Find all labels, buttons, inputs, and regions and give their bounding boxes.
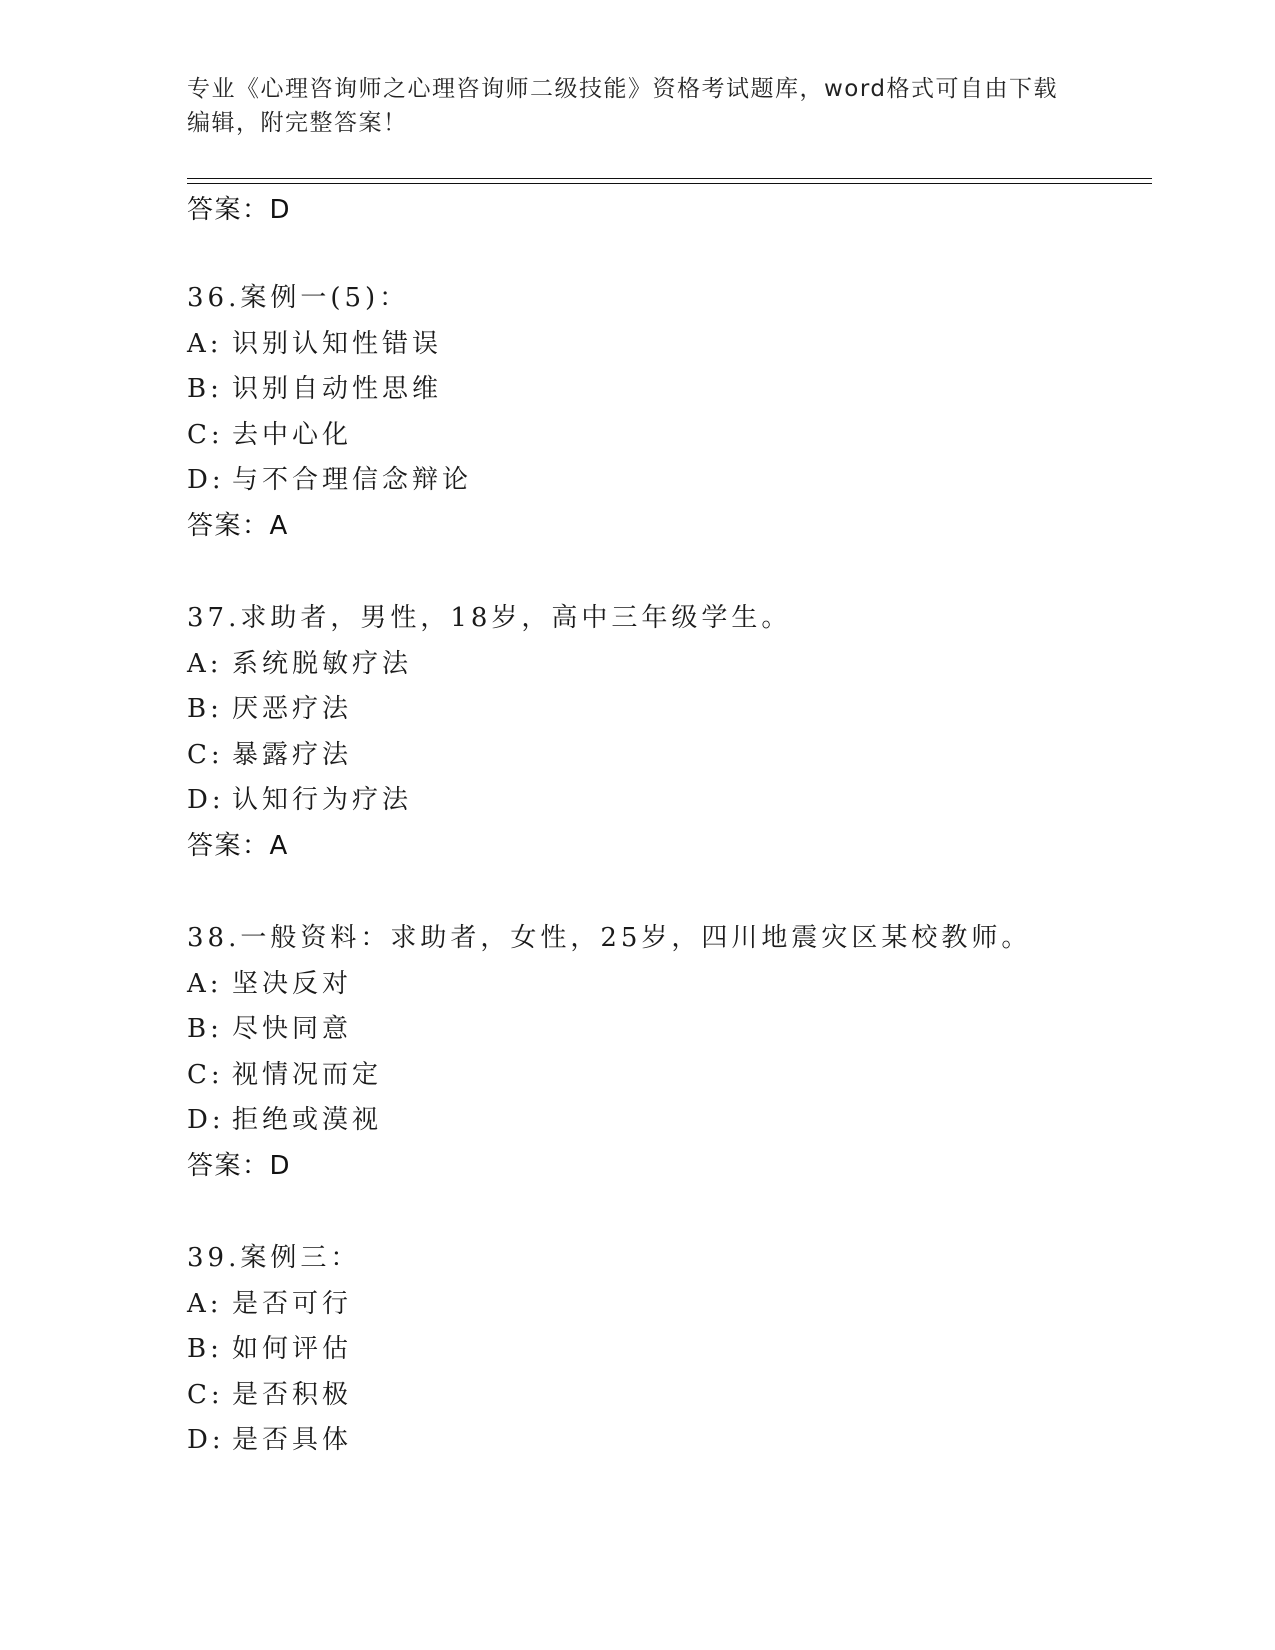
option-a	[187, 1282, 1147, 1328]
option-a	[187, 322, 1147, 368]
question-38	[187, 916, 1147, 1189]
option-text: 视情况而定	[232, 1059, 383, 1090]
question-37	[187, 596, 1147, 869]
option-key: C:	[187, 739, 224, 770]
option-a	[187, 642, 1147, 688]
option-d	[187, 1418, 1147, 1464]
option-b	[187, 367, 1147, 413]
option-key: D:	[187, 785, 225, 815]
option-key: B:	[187, 1014, 223, 1044]
option-key: B:	[187, 694, 223, 724]
option-key: D:	[187, 1105, 225, 1135]
option-c	[187, 1053, 1147, 1099]
option-text: 是否可行	[232, 1288, 353, 1319]
option-key: D:	[187, 465, 225, 495]
option-key: C:	[187, 1059, 224, 1090]
option-key: C:	[187, 1379, 224, 1410]
question-stem: 39.案例三：	[187, 1243, 361, 1273]
option-key: B:	[187, 374, 223, 404]
header-divider-top	[187, 178, 1152, 179]
document-header	[187, 72, 1087, 140]
option-text: 坚决反对	[232, 968, 353, 999]
header-divider-bottom	[187, 183, 1152, 184]
option-text: 暴露疗法	[232, 739, 353, 770]
option-b	[187, 1327, 1147, 1373]
option-text: 尽快同意	[232, 1014, 353, 1044]
option-text: 去中心化	[232, 419, 353, 450]
answer-line: 答案：A	[187, 830, 289, 861]
previous-answer	[187, 188, 1147, 234]
option-key: A:	[187, 1288, 223, 1319]
question-stem: 37.求助者，男性，18岁，高中三年级学生。	[187, 603, 792, 633]
option-text: 厌恶疗法	[232, 694, 353, 724]
option-text: 拒绝或漠视	[232, 1105, 383, 1135]
question-stem: 38.一般资料：求助者，女性，25岁，四川地震灾区某校教师。	[187, 923, 1032, 953]
option-c	[187, 733, 1147, 779]
option-key: A:	[187, 328, 223, 359]
header-line-2: 编辑，附完整答案！	[187, 110, 408, 136]
option-text: 系统脱敏疗法	[232, 648, 413, 679]
option-text: 如何评估	[232, 1334, 353, 1364]
option-key: A:	[187, 648, 223, 679]
option-text: 识别自动性思维	[232, 374, 443, 404]
option-text: 认知行为疗法	[232, 785, 413, 815]
option-b	[187, 1007, 1147, 1053]
question-36	[187, 276, 1147, 549]
option-key: B:	[187, 1334, 223, 1364]
question-stem: 36.案例一(5)：	[187, 283, 410, 313]
option-d	[187, 778, 1147, 824]
option-text: 是否具体	[232, 1425, 353, 1455]
answer-line: 答案：A	[187, 510, 289, 541]
option-a	[187, 962, 1147, 1008]
header-line-1: 专业《心理咨询师之心理咨询师二级技能》资格考试题库，word格式可自由下载	[187, 76, 1059, 102]
option-key: D:	[187, 1425, 225, 1455]
option-key: A:	[187, 968, 223, 999]
option-text: 识别认知性错误	[232, 328, 443, 359]
option-d	[187, 458, 1147, 504]
option-c	[187, 413, 1147, 459]
answer-line: 答案：D	[187, 1150, 292, 1181]
option-text: 是否积极	[232, 1379, 353, 1410]
option-key: C:	[187, 419, 224, 450]
option-b	[187, 687, 1147, 733]
option-d	[187, 1098, 1147, 1144]
answer-line: 答案：D	[187, 195, 292, 225]
question-39	[187, 1236, 1147, 1464]
option-c	[187, 1373, 1147, 1419]
option-text: 与不合理信念辩论	[232, 465, 473, 495]
